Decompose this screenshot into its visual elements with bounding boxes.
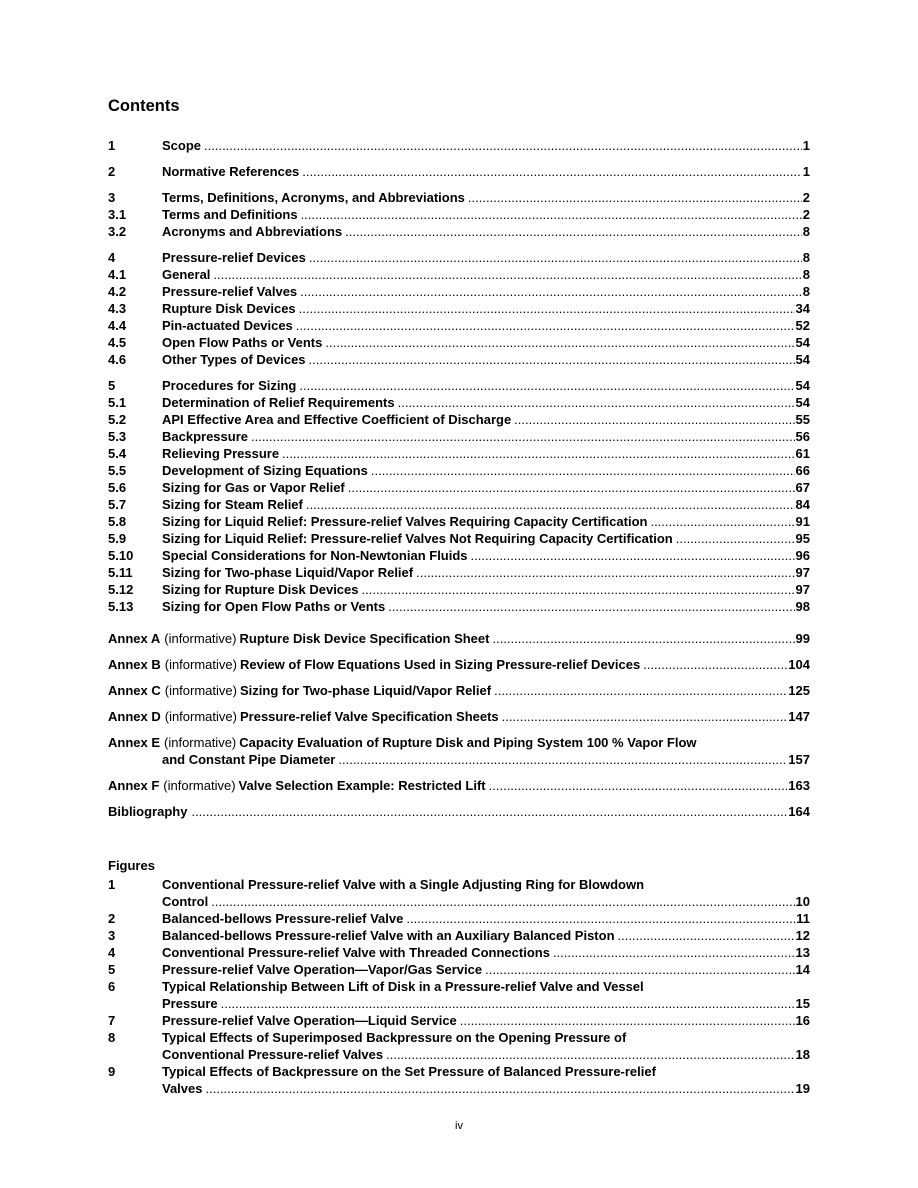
entry-number: 9 — [108, 1064, 116, 1079]
dot-leader — [485, 961, 794, 978]
entry-page: 1 — [802, 138, 810, 153]
entry-title[interactable]: Balanced-bellows Pressure-relief Valve with an Auxiliary Balanced Piston — [162, 928, 615, 943]
annex-entry[interactable] — [108, 682, 810, 699]
entry-title[interactable]: Acronyms and Abbreviations — [162, 224, 343, 239]
entry-title[interactable]: Backpressure — [162, 429, 248, 444]
dot-leader — [406, 910, 795, 927]
entry-page: 12 — [795, 928, 810, 943]
entry-title[interactable]: Sizing for Open Flow Paths or Vents — [162, 599, 386, 614]
dot-leader — [553, 944, 795, 961]
dot-leader — [371, 462, 795, 479]
entry-page: 52 — [795, 318, 810, 333]
toc-entry[interactable] — [108, 300, 810, 317]
toc-entry[interactable] — [108, 513, 810, 530]
toc-entry[interactable] — [108, 978, 810, 995]
entry-page: 98 — [795, 599, 810, 614]
toc-entry[interactable] — [108, 910, 810, 927]
entry-title[interactable]: Open Flow Paths or Vents — [162, 335, 323, 350]
entry-number: 5.11 — [108, 565, 133, 580]
entry-page: 2 — [802, 207, 810, 222]
entry-number: 4.5 — [108, 335, 127, 350]
dot-leader — [251, 428, 795, 445]
entry-title[interactable]: Pressure-relief Devices — [162, 250, 306, 265]
entry-page: 164 — [788, 804, 810, 819]
entry-title[interactable]: Pressure-relief Valve Operation—Vapor/Gas Service — [162, 962, 483, 977]
toc-entry[interactable] — [108, 547, 810, 564]
entry-title[interactable]: Sizing for Liquid Relief: Pressure-relief Valves Requiring Capacity Certification — [162, 514, 648, 529]
entry-page: 163 — [788, 778, 810, 793]
toc-entry[interactable] — [108, 961, 810, 978]
entry-title[interactable]: Sizing for Two-phase Liquid/Vapor Relief — [162, 565, 414, 580]
spacer — [108, 699, 810, 708]
toc-entry[interactable] — [108, 189, 810, 206]
entry-number: 5 — [108, 378, 116, 393]
annex-informative: (informative) — [164, 735, 237, 750]
annex-list — [108, 630, 810, 829]
toc-entry[interactable] — [108, 163, 810, 180]
dot-leader — [338, 751, 787, 768]
figures-list — [108, 876, 810, 1097]
dot-leader — [494, 682, 787, 699]
entry-title[interactable]: Development of Sizing Equations — [162, 463, 368, 478]
dot-leader — [309, 249, 802, 266]
annex-informative: (informative) — [164, 709, 237, 724]
dot-leader — [282, 445, 794, 462]
annex-informative: (informative) — [163, 778, 236, 793]
entry-page: 1 — [802, 164, 810, 179]
annex-label: Annex E — [108, 735, 161, 750]
dot-leader — [650, 513, 794, 530]
page-number: iv — [455, 1120, 463, 1132]
entry-number: 5.6 — [108, 480, 127, 495]
entry-number: 5.7 — [108, 497, 127, 512]
toc-entry[interactable] — [108, 1012, 810, 1029]
entry-number: 4.6 — [108, 352, 127, 367]
entry-title[interactable]: Pressure-relief Valve Specification Sheets — [239, 709, 499, 724]
page-title: Contents — [108, 97, 180, 115]
spacer — [108, 647, 810, 656]
toc-entry[interactable] — [108, 445, 810, 462]
annex-entry[interactable] — [108, 630, 810, 647]
spacer — [108, 615, 810, 624]
entry-page: 16 — [795, 1013, 810, 1028]
toc-entry[interactable] — [108, 995, 810, 1012]
entry-page: 8 — [802, 267, 810, 282]
annex-label: Annex D — [108, 709, 161, 724]
entry-number: 1 — [108, 138, 116, 153]
dot-leader — [471, 547, 795, 564]
toc-entry[interactable] — [108, 496, 810, 513]
toc-entry[interactable] — [108, 1029, 810, 1046]
dot-leader — [398, 394, 795, 411]
spacer — [108, 240, 810, 249]
toc-entry[interactable] — [108, 351, 810, 368]
spacer — [108, 820, 810, 829]
annex-entry-continued[interactable] — [108, 751, 810, 768]
entry-number: 6 — [108, 979, 116, 994]
entry-title[interactable]: Rupture Disk Devices — [162, 301, 296, 316]
entry-page: 97 — [795, 565, 810, 580]
entry-page: 11 — [796, 911, 810, 926]
spacer — [108, 768, 810, 777]
entry-page: 147 — [788, 709, 810, 724]
entry-number: 5.3 — [108, 429, 127, 444]
annex-label: Annex B — [108, 657, 161, 672]
dot-leader — [514, 411, 794, 428]
entry-title[interactable]: Sizing for Liquid Relief: Pressure-relief Valves Not Requiring Capacity Certification — [162, 531, 673, 546]
entry-title[interactable]: Balanced-bellows Pressure-relief Valve — [162, 911, 404, 926]
spacer — [108, 794, 810, 803]
entry-page: 8 — [802, 250, 810, 265]
dot-leader — [362, 581, 795, 598]
dot-leader — [618, 927, 795, 944]
dot-leader — [348, 479, 795, 496]
entry-title[interactable]: Relieving Pressure — [162, 446, 280, 461]
entry-page: 13 — [795, 945, 810, 960]
dot-leader — [301, 206, 802, 223]
entry-page: 125 — [788, 683, 810, 698]
dot-leader — [388, 598, 794, 615]
entry-number: 3 — [108, 928, 116, 943]
annex-entry[interactable] — [108, 777, 810, 794]
dot-leader — [213, 266, 801, 283]
toc-entry[interactable] — [108, 479, 810, 496]
annex-informative: (informative) — [164, 631, 237, 646]
entry-number: 3.2 — [108, 224, 127, 239]
entry-page: 67 — [795, 480, 810, 495]
toc-entry[interactable] — [108, 411, 810, 428]
entry-title[interactable]: Terms and Definitions — [162, 207, 298, 222]
entry-number: 5.4 — [108, 446, 127, 461]
dot-leader — [306, 496, 795, 513]
toc-entry[interactable] — [108, 377, 810, 394]
dot-leader — [676, 530, 795, 547]
entry-title[interactable]: Normative References — [162, 164, 300, 179]
entry-number: 5 — [108, 962, 116, 977]
spacer — [108, 368, 810, 377]
spacer — [108, 673, 810, 682]
dot-leader — [191, 803, 787, 820]
entry-title[interactable]: Sizing for Two-phase Liquid/Vapor Relief — [239, 683, 492, 698]
entry-number: 2 — [108, 911, 116, 926]
entry-number: 5.10 — [108, 548, 134, 563]
dot-leader — [492, 630, 794, 647]
toc-entry[interactable] — [108, 266, 810, 283]
annex-entry[interactable] — [108, 656, 810, 673]
entry-number: 4.1 — [108, 267, 127, 282]
dot-leader — [300, 283, 802, 300]
annex-entry[interactable] — [108, 803, 810, 820]
entry-number: 5.9 — [108, 531, 127, 546]
dot-leader — [296, 317, 795, 334]
toc-entry[interactable] — [108, 1063, 810, 1080]
entry-title[interactable]: Conventional Pressure-relief Valve with a Single Adjusting Ring for Blowdown — [162, 877, 645, 892]
spacer — [108, 154, 810, 163]
entry-page: 55 — [795, 412, 810, 427]
entry-title[interactable]: Typical Effects of Backpressure on the Set Pressure of Balanced Pressure-relief — [162, 1064, 656, 1079]
entry-number: 4 — [108, 250, 116, 265]
indent — [108, 751, 162, 768]
toc-entry[interactable] — [108, 249, 810, 266]
entry-page: 54 — [795, 335, 810, 350]
entry-page: 54 — [795, 395, 810, 410]
entry-title[interactable]: Review of Flow Equations Used in Sizing Pressure-relief Devices — [239, 657, 641, 672]
toc-entry[interactable] — [108, 564, 810, 581]
annex-informative: (informative) — [164, 683, 237, 698]
entry-page: 8 — [802, 284, 810, 299]
annex-label: Bibliography — [108, 804, 188, 819]
entry-number: 8 — [108, 1030, 116, 1045]
entry-title[interactable]: Other Types of Devices — [162, 352, 306, 367]
entry-number: 5.13 — [108, 599, 134, 614]
entry-page: 99 — [795, 631, 810, 646]
entry-page: 95 — [795, 531, 810, 546]
entry-page: 157 — [788, 752, 810, 767]
toc-entry[interactable] — [108, 394, 810, 411]
dot-leader — [206, 1080, 795, 1097]
toc-entry[interactable] — [108, 317, 810, 334]
dot-leader — [299, 377, 794, 394]
entry-title[interactable]: API Effective Area and Effective Coefficient of Discharge — [162, 412, 512, 427]
entry-page: 104 — [788, 657, 810, 672]
entry-number: 3.1 — [108, 207, 127, 222]
entry-title[interactable]: Rupture Disk Device Specification Sheet — [239, 631, 490, 646]
entry-title[interactable]: Pressure — [162, 996, 218, 1011]
entry-page: 18 — [795, 1047, 810, 1062]
entry-number: 4.2 — [108, 284, 127, 299]
entry-number: 3 — [108, 190, 116, 205]
entry-title[interactable]: Sizing for Steam Relief — [162, 497, 303, 512]
entry-title[interactable]: Pin-actuated Devices — [162, 318, 293, 333]
toc-entry[interactable] — [108, 876, 810, 893]
dot-leader — [643, 656, 787, 673]
entry-title[interactable]: Pressure-relief Valves — [162, 284, 298, 299]
entry-page: 56 — [795, 429, 810, 444]
entry-number: 5.1 — [108, 395, 127, 410]
annex-label: Annex A — [108, 631, 161, 646]
annex-entry[interactable] — [108, 708, 810, 725]
dot-leader — [325, 334, 794, 351]
toc-entry[interactable] — [108, 223, 810, 240]
entry-title[interactable]: General — [162, 267, 211, 282]
entry-title[interactable]: Conventional Pressure-relief Valves — [162, 1047, 384, 1062]
annex-label: Annex F — [108, 778, 160, 793]
toc-entry[interactable] — [108, 944, 810, 961]
dot-leader — [309, 351, 795, 368]
toc-entry[interactable] — [108, 137, 810, 154]
dot-leader — [302, 163, 801, 180]
annex-entry[interactable] — [108, 734, 810, 751]
entry-title[interactable]: and Constant Pipe Diameter — [162, 752, 336, 767]
annex-informative: (informative) — [164, 657, 237, 672]
dot-leader — [299, 300, 795, 317]
entry-title[interactable]: Procedures for Sizing — [162, 378, 297, 393]
entry-number: 5.8 — [108, 514, 127, 529]
entry-number: 5.12 — [108, 582, 134, 597]
toc-entry[interactable] — [108, 893, 810, 910]
toc-entry[interactable] — [108, 581, 810, 598]
entry-number: 1 — [108, 877, 116, 892]
entry-title[interactable]: Pressure-relief Valve Operation—Liquid Service — [162, 1013, 457, 1028]
entry-number: 5.2 — [108, 412, 127, 427]
entry-title[interactable]: Typical Effects of Superimposed Backpressure on the Opening Pressure of — [162, 1030, 627, 1045]
toc-entry[interactable] — [108, 927, 810, 944]
entry-title[interactable]: Capacity Evaluation of Rupture Disk and Piping System 100 % Vapor Flow — [239, 735, 697, 750]
entry-title[interactable]: Special Considerations for Non-Newtonian Fluids — [162, 548, 468, 563]
toc-entry[interactable] — [108, 1046, 810, 1063]
dot-leader — [468, 189, 802, 206]
toc-entry[interactable] — [108, 462, 810, 479]
entry-number: 4.3 — [108, 301, 127, 316]
dot-leader — [211, 893, 794, 910]
toc-entry[interactable] — [108, 428, 810, 445]
entry-title[interactable]: Valves — [162, 1081, 203, 1096]
spacer — [108, 180, 810, 189]
entry-page: 96 — [795, 548, 810, 563]
entry-page: 84 — [795, 497, 810, 512]
dot-leader — [416, 564, 794, 581]
entry-number: 5.5 — [108, 463, 127, 478]
entry-number: 4.4 — [108, 318, 127, 333]
dot-leader — [345, 223, 802, 240]
toc-entry[interactable] — [108, 598, 810, 615]
toc-entry[interactable] — [108, 206, 810, 223]
dot-leader — [386, 1046, 794, 1063]
entry-page: 10 — [795, 894, 810, 909]
entry-title[interactable]: Valve Selection Example: Restricted Lift — [238, 778, 486, 793]
entry-page: 66 — [795, 463, 810, 478]
entry-title[interactable]: Sizing for Rupture Disk Devices — [162, 582, 359, 597]
entry-title[interactable]: Scope — [162, 138, 202, 153]
figures-heading: Figures — [108, 858, 155, 873]
toc-entry[interactable] — [108, 283, 810, 300]
toc-entry[interactable] — [108, 334, 810, 351]
entry-page: 14 — [795, 962, 810, 977]
table-of-contents — [108, 137, 810, 624]
entry-page: 91 — [795, 514, 810, 529]
entry-page: 19 — [795, 1081, 810, 1096]
entry-title[interactable]: Sizing for Gas or Vapor Relief — [162, 480, 345, 495]
entry-page: 54 — [795, 352, 810, 367]
entry-title[interactable]: Terms, Definitions, Acronyms, and Abbreviations — [162, 190, 465, 205]
dot-leader — [489, 777, 788, 794]
entry-page: 34 — [795, 301, 810, 316]
entry-title[interactable]: Control — [162, 894, 209, 909]
annex-label: Annex C — [108, 683, 161, 698]
entry-page: 2 — [802, 190, 810, 205]
entry-title[interactable]: Conventional Pressure-relief Valve with Threaded Connections — [162, 945, 550, 960]
entry-page: 8 — [802, 224, 810, 239]
entry-number: 7 — [108, 1013, 116, 1028]
entry-page: 61 — [795, 446, 810, 461]
entry-page: 97 — [795, 582, 810, 597]
dot-leader — [502, 708, 788, 725]
spacer — [108, 725, 810, 734]
dot-leader — [221, 995, 795, 1012]
entry-page: 54 — [795, 378, 810, 393]
entry-page: 15 — [795, 996, 810, 1011]
dot-leader — [204, 137, 802, 154]
dot-leader — [460, 1012, 795, 1029]
entry-number: 4 — [108, 945, 116, 960]
toc-entry[interactable] — [108, 530, 810, 547]
entry-title[interactable]: Determination of Relief Requirements — [162, 395, 395, 410]
toc-entry[interactable] — [108, 1080, 810, 1097]
entry-title[interactable]: Typical Relationship Between Lift of Disk in a Pressure-relief Valve and Vessel — [162, 979, 644, 994]
entry-number: 2 — [108, 164, 116, 179]
